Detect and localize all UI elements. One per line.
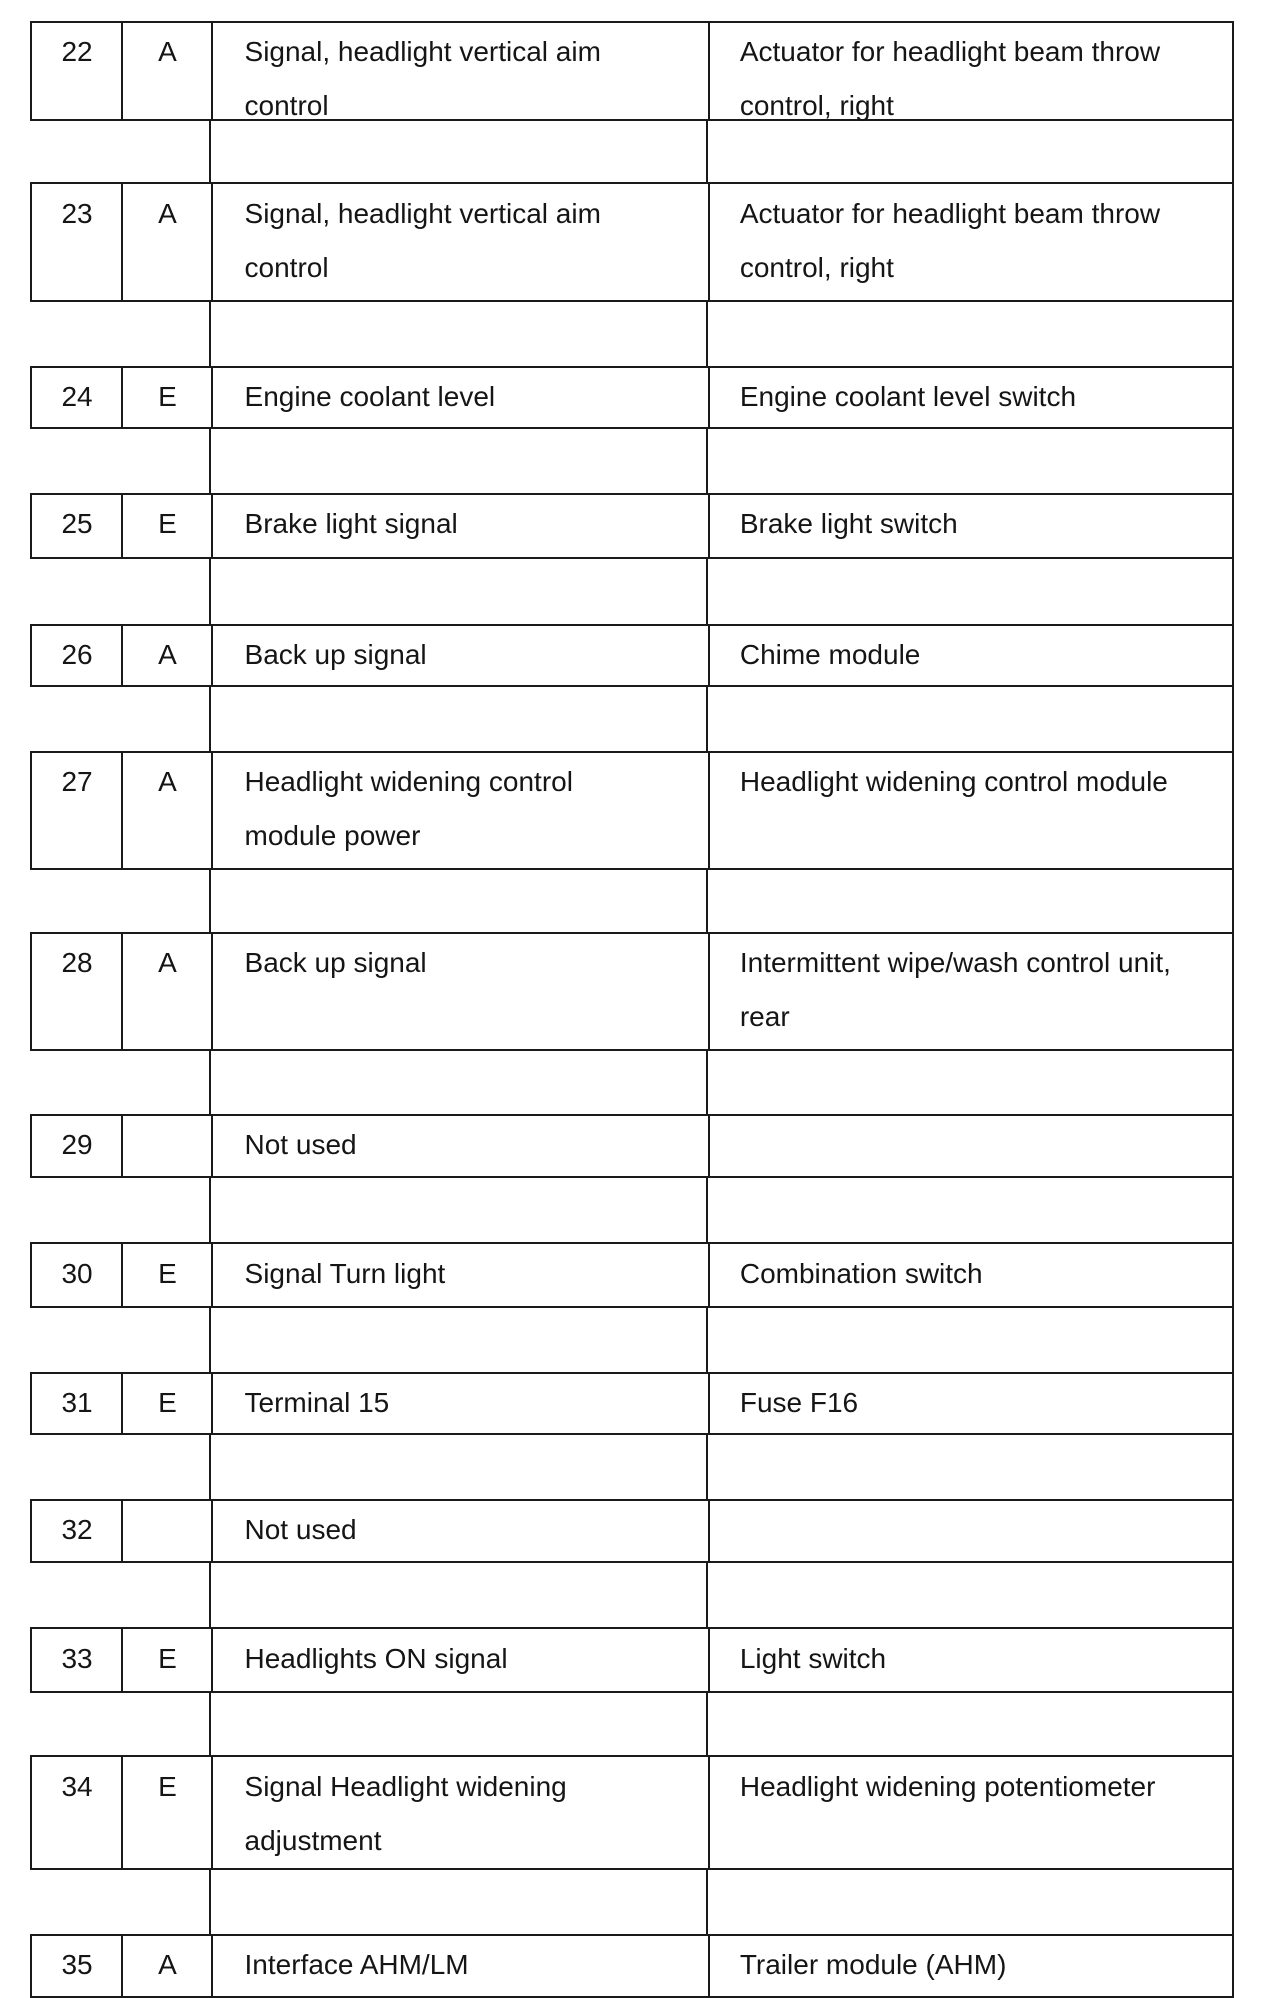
- signal-type: A: [158, 766, 177, 798]
- signal-type: E: [158, 1387, 177, 1419]
- spacer-row: [209, 429, 1234, 493]
- spacer-row: [209, 1563, 1234, 1627]
- connected-component: Fuse F16: [739, 1387, 859, 1419]
- pin-number: 23: [61, 197, 93, 229]
- connected-component: Actuator for headlight beam throw control, right: [739, 36, 1161, 122]
- pin-number: 24: [61, 381, 93, 413]
- spacer-row: [209, 559, 1234, 623]
- spacer-row: [209, 1693, 1234, 1756]
- connected-component: Light switch: [739, 1642, 887, 1674]
- column-divider: [706, 429, 708, 493]
- spacer-row: [209, 870, 1234, 932]
- spacer-row: [209, 1435, 1234, 1499]
- column-divider: [706, 121, 708, 183]
- pin-number: 27: [61, 766, 93, 798]
- connected-component: Engine coolant level switch: [739, 381, 1077, 413]
- column-divider: [706, 1051, 708, 1114]
- signal-description: Terminal 15: [244, 1387, 390, 1419]
- pin-number: 29: [61, 1129, 93, 1161]
- signal-description: Headlights ON signal: [244, 1642, 508, 1674]
- table-row: [30, 932, 1235, 1051]
- column-divider: [706, 1178, 708, 1242]
- table-row: [30, 182, 1235, 301]
- signal-type: E: [158, 1257, 177, 1289]
- column-divider: [211, 1501, 213, 1561]
- column-divider: [706, 1308, 708, 1372]
- pin-number: 31: [61, 1387, 93, 1419]
- pin-number: 26: [61, 639, 93, 671]
- connected-component: Trailer module (AHM): [739, 1949, 1007, 1981]
- signal-type: E: [158, 1771, 177, 1803]
- signal-description: Signal, headlight vertical aim control: [244, 197, 601, 283]
- pin-number: 34: [61, 1771, 93, 1803]
- pin-number: 35: [61, 1949, 93, 1981]
- connected-component: Brake light switch: [739, 508, 958, 540]
- signal-description: Engine coolant level: [244, 381, 496, 413]
- table-row: [30, 1114, 1235, 1178]
- column-divider: [706, 559, 708, 623]
- signal-type: A: [158, 1949, 177, 1981]
- pin-number: 33: [61, 1642, 93, 1674]
- signal-description: Signal Headlight widening adjustment: [244, 1771, 567, 1857]
- table-row: [30, 1499, 1235, 1563]
- spacer-row: [209, 121, 1234, 183]
- column-divider: [706, 687, 708, 751]
- signal-description: Back up signal: [244, 639, 427, 671]
- connected-component: Actuator for headlight beam throw control, right: [739, 197, 1161, 283]
- table-row: [30, 1755, 1235, 1869]
- spacer-row: [209, 1870, 1234, 1934]
- signal-description: Back up signal: [244, 947, 427, 979]
- signal-type: E: [158, 381, 177, 413]
- connected-component: Combination switch: [739, 1257, 983, 1289]
- pin-number: 25: [61, 508, 93, 540]
- signal-type: A: [158, 947, 177, 979]
- connected-component: Intermittent wipe/wash control unit, rear: [739, 947, 1171, 1033]
- table-row: [30, 624, 1235, 687]
- pin-number: 28: [61, 947, 93, 979]
- pin-number: 30: [61, 1257, 93, 1289]
- connected-component: Chime module: [739, 639, 921, 671]
- spacer-row: [209, 1308, 1234, 1372]
- connected-component: Headlight widening potentiometer: [739, 1771, 1156, 1803]
- signal-type: A: [158, 639, 177, 671]
- column-divider: [706, 1693, 708, 1756]
- table-row: [30, 366, 1235, 429]
- table-row: [30, 1627, 1235, 1692]
- spacer-row: [209, 1051, 1234, 1114]
- table-row: [30, 1934, 1235, 1998]
- table-row: [30, 751, 1235, 870]
- signal-description: Not used: [244, 1514, 357, 1546]
- spacer-row: [209, 302, 1234, 366]
- signal-description: Not used: [244, 1129, 357, 1161]
- table-row: [30, 1372, 1235, 1435]
- table-row: [30, 1242, 1235, 1307]
- column-divider: [706, 1563, 708, 1627]
- pin-number: 22: [61, 36, 93, 68]
- signal-description: Signal, headlight vertical aim control: [244, 36, 601, 122]
- signal-description: Brake light signal: [244, 508, 458, 540]
- signal-type: A: [158, 36, 177, 68]
- column-divider: [706, 1435, 708, 1499]
- spacer-row: [209, 687, 1234, 751]
- signal-description: Headlight widening control module power: [244, 766, 573, 852]
- spacer-row: [209, 1178, 1234, 1242]
- signal-type: A: [158, 197, 177, 229]
- connected-component: Headlight widening control module: [739, 766, 1168, 798]
- signal-description: Interface AHM/LM: [244, 1949, 469, 1981]
- table-row: [30, 21, 1235, 121]
- pin-number: 32: [61, 1514, 93, 1546]
- column-divider: [706, 302, 708, 366]
- column-divider: [211, 1116, 213, 1176]
- signal-type: E: [158, 1642, 177, 1674]
- column-divider: [706, 1870, 708, 1934]
- signal-type: E: [158, 508, 177, 540]
- table-row: [30, 493, 1235, 560]
- column-divider: [706, 870, 708, 932]
- signal-description: Signal Turn light: [244, 1257, 446, 1289]
